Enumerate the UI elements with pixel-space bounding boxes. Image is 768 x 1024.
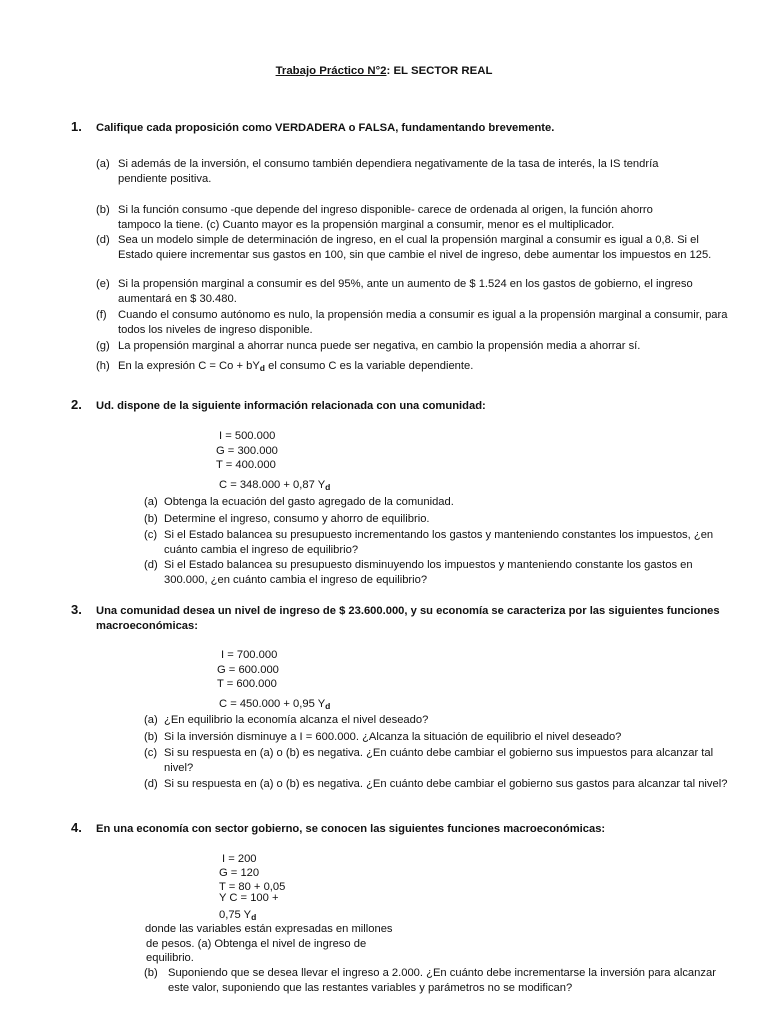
q1-item-h: [96, 359, 736, 374]
question-2-number: 2.: [71, 397, 82, 412]
item-text: ¿En equilibrio la economía alcanza el nivel deseado?: [164, 714, 429, 726]
item-text: Determine el ingreso, consumo y ahorro de equilibrio.: [164, 513, 430, 525]
item-text-after: el consumo C es la variable dependiente.: [265, 360, 474, 372]
q1-item-b: [96, 203, 696, 232]
question-3-number: 3.: [71, 602, 82, 617]
item-text: Si el Estado balancea su presupuesto disminuyendo los impuestos y manteniendo constante los gastos en 300.000, ¿en cuánto cambia el ingreso de equilibrio?: [164, 559, 693, 586]
item-text-main: En la expresión C = Co + bY: [118, 360, 260, 372]
item-label: (h): [96, 360, 110, 372]
subscript: d: [251, 912, 257, 922]
question-1-text: Califique cada proposición como VERDADERA o FALSA, fundamentando brevemente.: [96, 122, 555, 134]
equation: G = 300.000: [216, 445, 278, 457]
equation: [219, 908, 256, 923]
item-text: Si el Estado balancea su presupuesto incrementando los gastos y manteniendo constantes los impuestos, ¿en cuánto cambia el ingreso de equilibrio?: [164, 529, 714, 556]
item-text: Si su respuesta en (a) o (b) es negativa. ¿En cuánto debe cambiar el gobierno sus gastos para alcanzar tal nivel?: [164, 778, 728, 790]
question-1-number: 1.: [71, 119, 82, 134]
q1-item-g: [96, 339, 736, 354]
item-text: Obtenga la ecuación del gasto agregado de la comunidad.: [164, 496, 454, 508]
item-label: (d): [144, 778, 158, 790]
item-label: (d): [96, 234, 110, 246]
equation: T = 400.000: [216, 459, 276, 471]
item-text: Si la inversión disminuye a I = 600.000. ¿Alcanza la situación de equilibrio el nivel deseado?: [164, 731, 622, 743]
q1-item-e: [96, 277, 736, 306]
q2-item-c: [144, 528, 736, 557]
item-label: (a): [96, 158, 110, 170]
equation: Y C = 100 +: [219, 892, 279, 904]
q4-paragraph-line: equilibrio.: [146, 952, 194, 964]
q1-item-d: [96, 233, 736, 262]
item-text: [118, 359, 736, 374]
item-label: (b): [144, 513, 158, 525]
consumption-equation: [219, 697, 330, 712]
page-title: [0, 64, 768, 79]
q4-paragraph-line: donde las variables están expresadas en millones: [145, 923, 393, 935]
item-label: (b): [96, 204, 110, 216]
item-label: (b): [144, 967, 158, 979]
item-label: (a): [144, 496, 158, 508]
question-4-text: En una economía con sector gobierno, se conocen las siguientes funciones macroeconómicas:: [96, 823, 606, 835]
item-label: (d): [144, 559, 158, 571]
q2-item-a: [144, 495, 736, 510]
q3-item-c: [144, 746, 736, 775]
equation: I = 700.000: [221, 649, 278, 661]
item-text: Si la función consumo -que depende del ingreso disponible- carece de ordenada al origen, la función ahorro tampoco la tiene. (c) Cuanto mayor es la propensión marginal a consumir, menor es el multiplicador.: [118, 204, 653, 231]
item-label: (e): [96, 278, 110, 290]
subscript: d: [325, 482, 331, 492]
item-text: La propensión marginal a ahorrar nunca puede ser negativa, en cambio la propensión media a ahorrar sí.: [118, 340, 641, 352]
item-text: Sea un modelo simple de determinación de ingreso, en el cual la propensión marginal a consumir es igual a 0,8. Si el Estado quiere incrementar sus gastos en 100, sin que cambie el nivel de ingreso, debe aumentar los impuestos en 125.: [118, 234, 712, 261]
item-label: (b): [144, 731, 158, 743]
item-label: (c): [144, 747, 158, 759]
question-2-text: Ud. dispone de la siguiente información relacionada con una comunidad:: [96, 400, 486, 412]
q2-item-d: [144, 558, 736, 587]
subscript: d: [259, 363, 265, 373]
q4-item-b: [144, 966, 736, 995]
equation-text: C = 348.000 + 0,87 Y: [219, 479, 326, 491]
item-text: Cuando el consumo autónomo es nulo, la propensión media a consumir es igual a la propensión marginal a consumir, para todos los niveles de ingreso disponible.: [118, 309, 728, 336]
q3-item-d: [144, 777, 736, 792]
item-text: Si su respuesta en (a) o (b) es negativa. ¿En cuánto debe cambiar el gobierno sus impuestos para alcanzar tal nivel?: [164, 747, 714, 774]
q4-paragraph-line: de pesos. (a) Obtenga el nivel de ingreso de: [146, 938, 367, 950]
equation: T = 80 + 0,05: [219, 881, 286, 893]
item-label: (a): [144, 714, 158, 726]
q1-item-a: [96, 157, 696, 186]
item-label: (f): [96, 309, 107, 321]
subscript: d: [325, 701, 331, 711]
q3-item-a: [144, 713, 736, 728]
item-text: Suponiendo que se desea llevar el ingreso a 2.000. ¿En cuánto debe incrementarse la inversión para alcanzar este valor, suponiendo que las restantes variables y parámetros no se modifican?: [168, 967, 716, 994]
q3-item-b: [144, 730, 736, 745]
question-3-text: Una comunidad desea un nivel de ingreso de $ 23.600.000, y su economía se caracteriza por las siguientes funciones macroeconómicas:: [96, 605, 720, 632]
item-text: Si la propensión marginal a consumir es del 95%, ante un aumento de $ 1.524 en los gastos de gobierno, el ingreso aumentará en $ 30.480.: [118, 278, 693, 305]
equation-text: 0,75 Y: [219, 909, 252, 921]
question-4-number: 4.: [71, 820, 82, 835]
equation: G = 600.000: [217, 664, 279, 676]
equation: I = 500.000: [219, 430, 276, 442]
consumption-equation: [219, 478, 330, 493]
equation: G = 120: [219, 867, 260, 879]
equation: I = 200: [222, 853, 257, 865]
q1-item-f: [96, 308, 736, 337]
q2-item-b: [144, 512, 736, 527]
title-rest: : EL SECTOR REAL: [386, 65, 493, 77]
item-text: Si además de la inversión, el consumo también dependiera negativamente de la tasa de interés, la IS tendría pendiente positiva.: [118, 158, 659, 185]
item-label: (g): [96, 340, 110, 352]
title-underlined: Trabajo Práctico N°2: [275, 65, 387, 77]
item-label: (c): [144, 529, 158, 541]
equation-text: C = 450.000 + 0,95 Y: [219, 698, 326, 710]
equation: T = 600.000: [217, 678, 277, 690]
